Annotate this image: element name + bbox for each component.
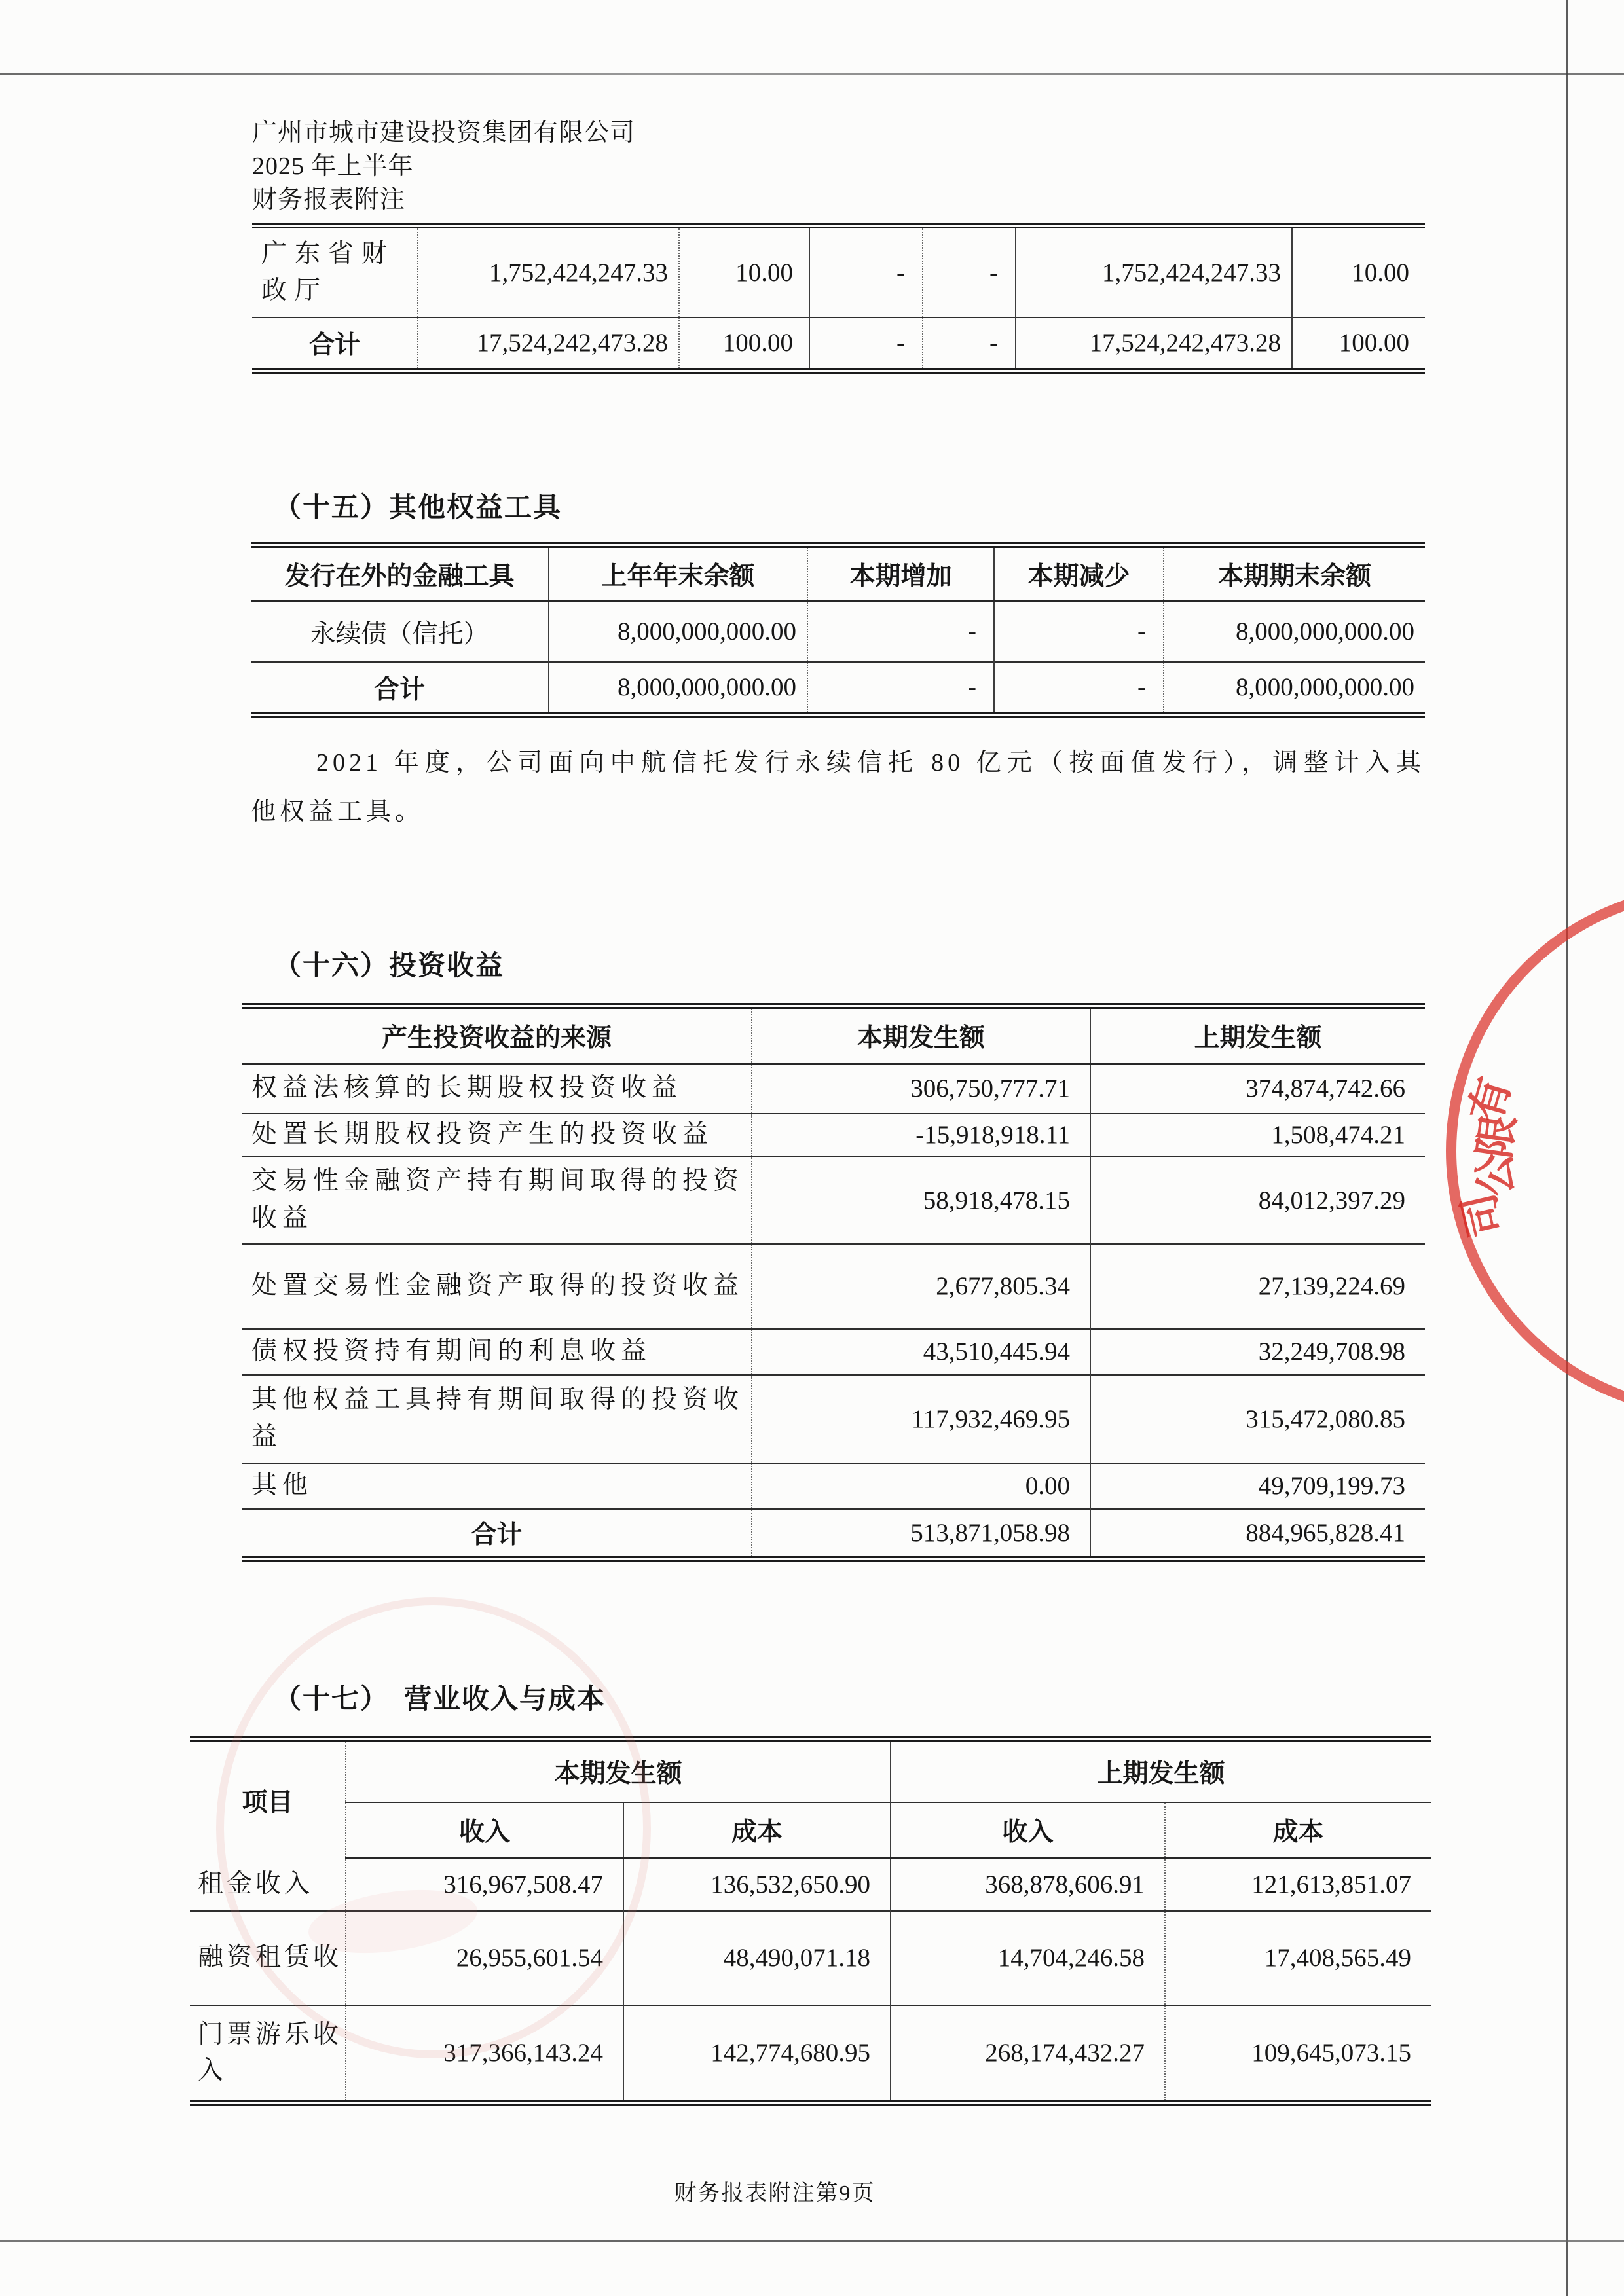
other-equity-instruments-table [251, 542, 1425, 718]
amount-cell: 2,677,805.34 [752, 1244, 1090, 1329]
amount-cell: 136,532,650.90 [623, 1859, 891, 1911]
amount-cell: 43,510,445.94 [752, 1329, 1090, 1375]
amount-cell: 316,967,508.47 [346, 1859, 623, 1911]
table-row [251, 602, 1425, 662]
amount-cell: 1,752,424,247.33 [1016, 226, 1292, 318]
amount-cell: 58,918,478.15 [752, 1157, 1090, 1244]
amount-cell: 513,871,058.98 [752, 1509, 1090, 1559]
amount-cell: 8,000,000,000.00 [1164, 602, 1425, 662]
amount-cell: 306,750,777.71 [752, 1064, 1090, 1114]
table-row [242, 1157, 1425, 1244]
total-label-cell: 合计 [242, 1509, 752, 1559]
header-group-cell: 上期发生额 [891, 1740, 1431, 1802]
amount-cell: 32,249,708.98 [1090, 1329, 1425, 1375]
note-line: 他权益工具。 [251, 798, 424, 826]
seal-character: 司 [1453, 1188, 1511, 1242]
amount-cell: 317,366,143.24 [346, 2005, 623, 2104]
investment-income-table [242, 1003, 1425, 1562]
decrease-cell: - [923, 318, 1016, 371]
amount-cell: 8,000,000,000.00 [1164, 662, 1425, 716]
source-cell: 权益法核算的长期股权投资收益 [251, 1074, 683, 1102]
scan-artifact-top-line [0, 73, 1624, 75]
table-header-row [242, 1006, 1425, 1064]
source-cell: 处置长期股权投资产生的投资收益 [242, 1114, 752, 1157]
section15-title: （十五）其他权益工具 [274, 493, 563, 523]
company-name: 广州市城市建设投资集团有限公司 [252, 119, 636, 147]
shareholder-capital-table [252, 223, 1425, 374]
subheader-cell: 成本 [623, 1802, 891, 1859]
document-header [252, 117, 635, 217]
header-cell: 本期减少 [994, 545, 1164, 602]
document-type: 财务报表附注 [252, 186, 406, 213]
amount-cell: 268,174,432.27 [891, 2005, 1165, 2104]
table-row [242, 1244, 1425, 1329]
seal-character: 限 [1469, 1111, 1524, 1161]
percent-cell: 100.00 [1292, 318, 1425, 371]
table-row [242, 1375, 1425, 1463]
amount-cell: 109,645,073.15 [1165, 2005, 1431, 2104]
header-cell: 上期发生额 [1090, 1006, 1425, 1064]
amount-cell: -15,918,918.11 [752, 1114, 1090, 1157]
header-cell: 发行在外的金融工具 [251, 545, 549, 602]
subheader-cell: 收入 [346, 1802, 623, 1859]
amount-cell: 368,878,606.91 [891, 1859, 1165, 1911]
percent-cell: 100.00 [679, 318, 809, 371]
amount-cell: 142,774,680.95 [623, 2005, 891, 2104]
amount-cell: 84,012,397.29 [1090, 1157, 1425, 1244]
amount-cell: 0.00 [752, 1463, 1090, 1509]
amount-cell: 49,709,199.73 [1090, 1463, 1425, 1509]
table-total-row [251, 662, 1425, 716]
header-cell: 上年年末余额 [549, 545, 807, 602]
table-row [242, 1329, 1425, 1375]
section17-title: （十七） 营业收入与成本 [274, 1685, 606, 1715]
header-group-cell: 本期发生额 [346, 1740, 891, 1802]
table-row [242, 1463, 1425, 1509]
scan-artifact-bottom-line [0, 2240, 1624, 2242]
amount-cell: 1,508,474.21 [1090, 1114, 1425, 1157]
amount-cell: 8,000,000,000.00 [549, 662, 807, 716]
seal-character: 公 [1469, 1152, 1521, 1198]
table-row [252, 226, 1425, 318]
item-cell: 租金收入 [198, 1869, 314, 1898]
increase-cell: - [809, 226, 923, 318]
header-cell: 本期期末余额 [1164, 545, 1425, 602]
total-label-cell: 合计 [251, 662, 549, 716]
amount-cell: 8,000,000,000.00 [549, 602, 807, 662]
header-cell: 本期增加 [807, 545, 994, 602]
source-cell: 债权投资持有期间的利息收益 [242, 1329, 752, 1375]
subheader-cell: 收入 [891, 1802, 1165, 1859]
section15-note-paragraph [251, 738, 1425, 837]
table-row [242, 1064, 1425, 1114]
source-cell: 其他权益工具持有期间取得的投资收益 [242, 1375, 752, 1463]
item-cell: 门票游乐收入 [190, 2005, 346, 2104]
amount-cell: 315,472,080.85 [1090, 1375, 1425, 1463]
instrument-name-cell: 永续债（信托） [310, 619, 489, 648]
source-cell: 交易性金融资产持有期间取得的投资收益 [242, 1157, 752, 1244]
amount-cell: 17,408,565.49 [1165, 1911, 1431, 2005]
table-total-row [252, 318, 1425, 371]
faint-seal-ghost [216, 1597, 651, 2058]
item-cell: 融资租赁收 [190, 1911, 346, 2005]
increase-cell: - [807, 662, 994, 716]
amount-cell: 48,490,071.18 [623, 1911, 891, 2005]
source-cell: 其他 [242, 1463, 752, 1509]
amount-cell: 1,752,424,247.33 [418, 226, 679, 318]
table-row [242, 1114, 1425, 1157]
decrease-cell: - [923, 226, 1016, 318]
amount-cell: 27,139,224.69 [1090, 1244, 1425, 1329]
holder-name-cell: 广东省财政厅 [261, 239, 396, 305]
seal-character: 有 [1460, 1072, 1519, 1127]
amount-cell: 121,613,851.07 [1165, 1859, 1431, 1911]
decrease-cell: - [994, 602, 1164, 662]
page-footer: 财务报表附注第9页 [674, 2181, 876, 2206]
percent-cell: 10.00 [679, 226, 809, 318]
total-label-cell: 合计 [252, 318, 418, 371]
increase-cell: - [807, 602, 994, 662]
subheader-cell: 成本 [1165, 1802, 1431, 1859]
report-period: 2025 年上半年 [252, 153, 414, 180]
table-total-row [242, 1509, 1425, 1559]
note-line: 2021 年度，公司面向中航信托发行永续信托 80 亿元（按面值发行），调整计入其 [316, 749, 1425, 776]
header-cell: 产生投资收益的来源 [242, 1006, 752, 1064]
header-cell: 项目 [242, 1788, 293, 1817]
amount-cell: 26,955,601.54 [346, 1911, 623, 2005]
percent-cell: 10.00 [1292, 226, 1425, 318]
amount-cell: 374,874,742.66 [1090, 1064, 1425, 1114]
header-cell: 本期发生额 [752, 1006, 1090, 1064]
amount-cell: 884,965,828.41 [1090, 1509, 1425, 1559]
table-header-row [251, 545, 1425, 602]
amount-cell: 117,932,469.95 [752, 1375, 1090, 1463]
increase-cell: - [809, 318, 923, 371]
amount-cell: 14,704,246.58 [891, 1911, 1165, 2005]
decrease-cell: - [994, 662, 1164, 716]
amount-cell: 17,524,242,473.28 [1016, 318, 1292, 371]
source-cell: 处置交易性金融资产取得的投资收益 [242, 1244, 752, 1329]
section16-title: （十六）投资收益 [274, 951, 505, 981]
amount-cell: 17,524,242,473.28 [418, 318, 679, 371]
